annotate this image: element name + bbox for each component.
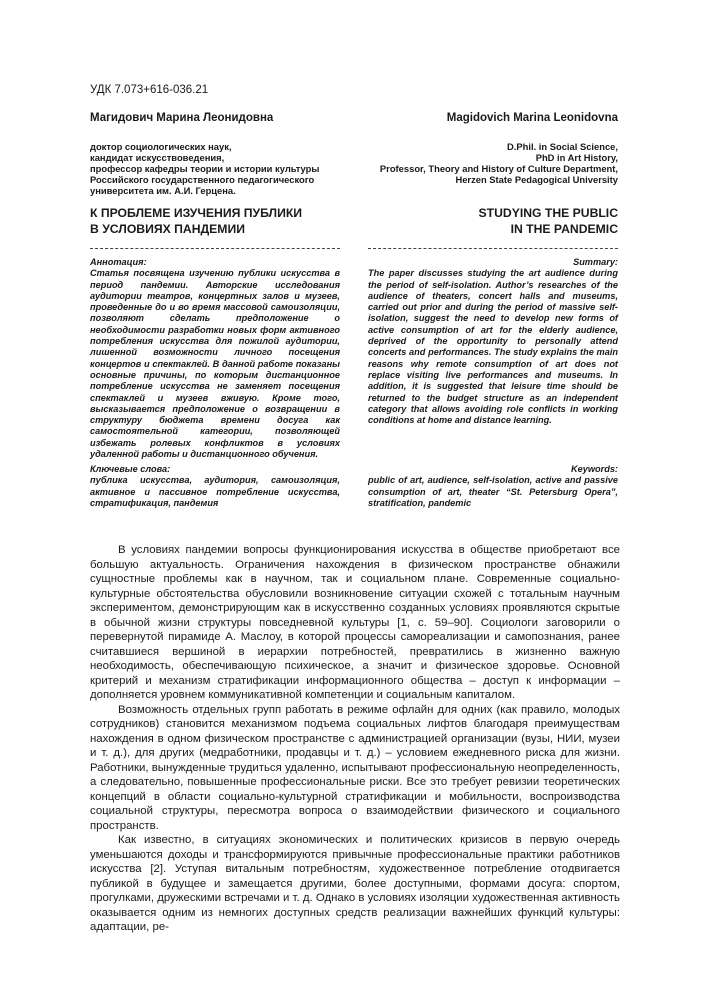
- body-paragraph: Возможность отдельных групп работать в режиме офлайн для одних (как правило, молодых сотрудников) становится механизмом подъема социальных лифтов благодаря преимуществам нахождения в одном физическом пространстве с администрацией организации (вузы, НИИ, музеи и т. д.), для других (медработники, продавцы и т. д.) – условием ежедневного риска для жизни. Работники, вынужденные трудиться удаленно, испытывают профессиональную неопределенность, а следовательно, повышенные профессиональные риски. Все это требует ревизии теоретических концепций в области социально-культурной стратификации и мобильности, воспроизводства социальной структуры, пересмотра вопроса о взаимодействии физического и социального пространств.: [90, 703, 620, 832]
- title-line: IN THE PANDEMIC: [510, 222, 618, 236]
- keywords-en: [368, 464, 618, 509]
- keywords-text-en: public of art, audience, self-isolation, active and passive consumption of art, theater “St. Petersburg Opera”, stratification, pandemic: [368, 475, 618, 508]
- article-body: [90, 543, 620, 935]
- bio-line: кандидат искусствоведения,: [90, 152, 225, 163]
- keywords-text-ru: публика искусства, аудитория, самоизоляция, активное и пассивное потребление искусства, стратификация, пандемия: [90, 475, 340, 508]
- author-name-ru: Магидович Марина Леонидовна: [90, 112, 274, 124]
- bio-line: доктор социологических наук,: [90, 141, 232, 152]
- bio-line: Российского государственного педагогического: [90, 174, 315, 185]
- author-bio-ru: [90, 141, 340, 196]
- bio-line: университета им. А.И. Герцена.: [90, 185, 236, 196]
- title-line: В УСЛОВИЯХ ПАНДЕМИИ: [90, 222, 245, 236]
- divider-right: [368, 248, 618, 249]
- title-line: К ПРОБЛЕМЕ ИЗУЧЕНИЯ ПУБЛИКИ: [90, 206, 303, 220]
- article-title-en: [368, 205, 618, 237]
- abstract-text-ru: Статья посвящена изучению публики искусства в период пандемии. Авторские исследования аудитории театров, концертных залов и музеев, проведенные до и во время массовой самоизоляции, позволяют сделать предположение о необходимости разработки новых форм активного потребления искусства для пожилой аудитории, лишенной возможности личного посещения концертов и спектаклей. В данной работе показаны основные причины, по которым дистанционное потребление искусства не заменяет посещения спектаклей и музеев вживую. Кроме того, высказывается предположение о возвращении в структуру бюджета времени досуга как самостоятельной категории, позволяющей избежать ролевых конфликтов в условиях удаленной работы и дистанционного обучения.: [90, 268, 340, 460]
- keywords-ru: [90, 464, 340, 509]
- divider-left: [90, 248, 340, 249]
- body-paragraph: В условиях пандемии вопросы функционирования искусства в обществе приобретают все большую актуальность. Ограничения нахождения в физическом пространстве обнажили сущностные проблемы как в научном, так и социальном плане. Современные социально-культурные обстоятельства обусловили возникновение ситуации схожей с тотальным научным экспериментом, демонстрирующим как в искусственно созданных условиях проявляются скрытые в обычной жизни структуры повседневной культуры [1, с. 59–90]. Социологи заговорили о перевернутой пирамиде А. Маслоу, в которой процессы самореализации и самопознания, ранее считавшиеся вершиной в иерархии потребностей, превратились в жизненно важную необходимость, обеспечивающую психическое, а значит и физическое здоровье. Основной критерий и механизм стратификации информационного общества – доступ к информации – дополняется уровнем коммуникативной компетенции и социальным капиталом.: [90, 544, 620, 701]
- abstract-label-ru: Аннотация:: [90, 257, 147, 267]
- abstract-ru: [90, 257, 340, 460]
- bio-line: D.Phil. in Social Science,: [507, 141, 618, 152]
- abstract-en: [368, 257, 618, 426]
- author-name-en: Magidovich Marina Leonidovna: [446, 112, 618, 124]
- title-line: STUDYING THE PUBLIC: [478, 206, 618, 220]
- bio-line: Herzen State Pedagogical University: [455, 174, 618, 185]
- bio-line: PhD in Art History,: [535, 152, 618, 163]
- udk-code: УДК 7.073+616-036.21: [90, 84, 209, 96]
- body-paragraph: Как известно, в ситуациях экономических и политических кризисов в первую очередь уменьшаются доходы и трансформируются привычные профессиональные практики работников искусства [2]. Уступая витальным потребностям, художественное потребление отодвигается публикой в будущее и замещается другими, более доступными, формами досуга: спортом, прогулками, дружескими встречами и т. д. Однако в условиях изоляции художественная активность оказывается одним из немногих доступных средств реализации важнейших функций культуры: адаптации, ре-: [90, 834, 620, 933]
- article-title-ru: [90, 205, 340, 237]
- abstract-text-en: The paper discusses studying the art audience during the period of self-isolation. Author’s researches of the audience of theaters, concert halls and museums, carried out prior and during the period of massive self-isolation, suggest the need to develop new forms of active consumption of art for the elderly audience, deprived of the opportunity to personally attend concerts and performances. The study explains the main reasons why remote consumption of art does not replace visiting live performances and museums. In addition, it is suggested that leisure time should be returned to the budget structure as an independent category that allows avoiding role conflicts in working conditions at home and distance learning.: [368, 268, 618, 426]
- keywords-label-en: Keywords:: [571, 464, 618, 474]
- keywords-label-ru: Ключевые слова:: [90, 464, 171, 474]
- bio-line: Professor, Theory and History of Culture Department,: [379, 163, 618, 174]
- author-bio-en: [368, 141, 618, 185]
- bio-line: профессор кафедры теории и истории культуры: [90, 163, 320, 174]
- abstract-label-en: Summary:: [573, 257, 618, 267]
